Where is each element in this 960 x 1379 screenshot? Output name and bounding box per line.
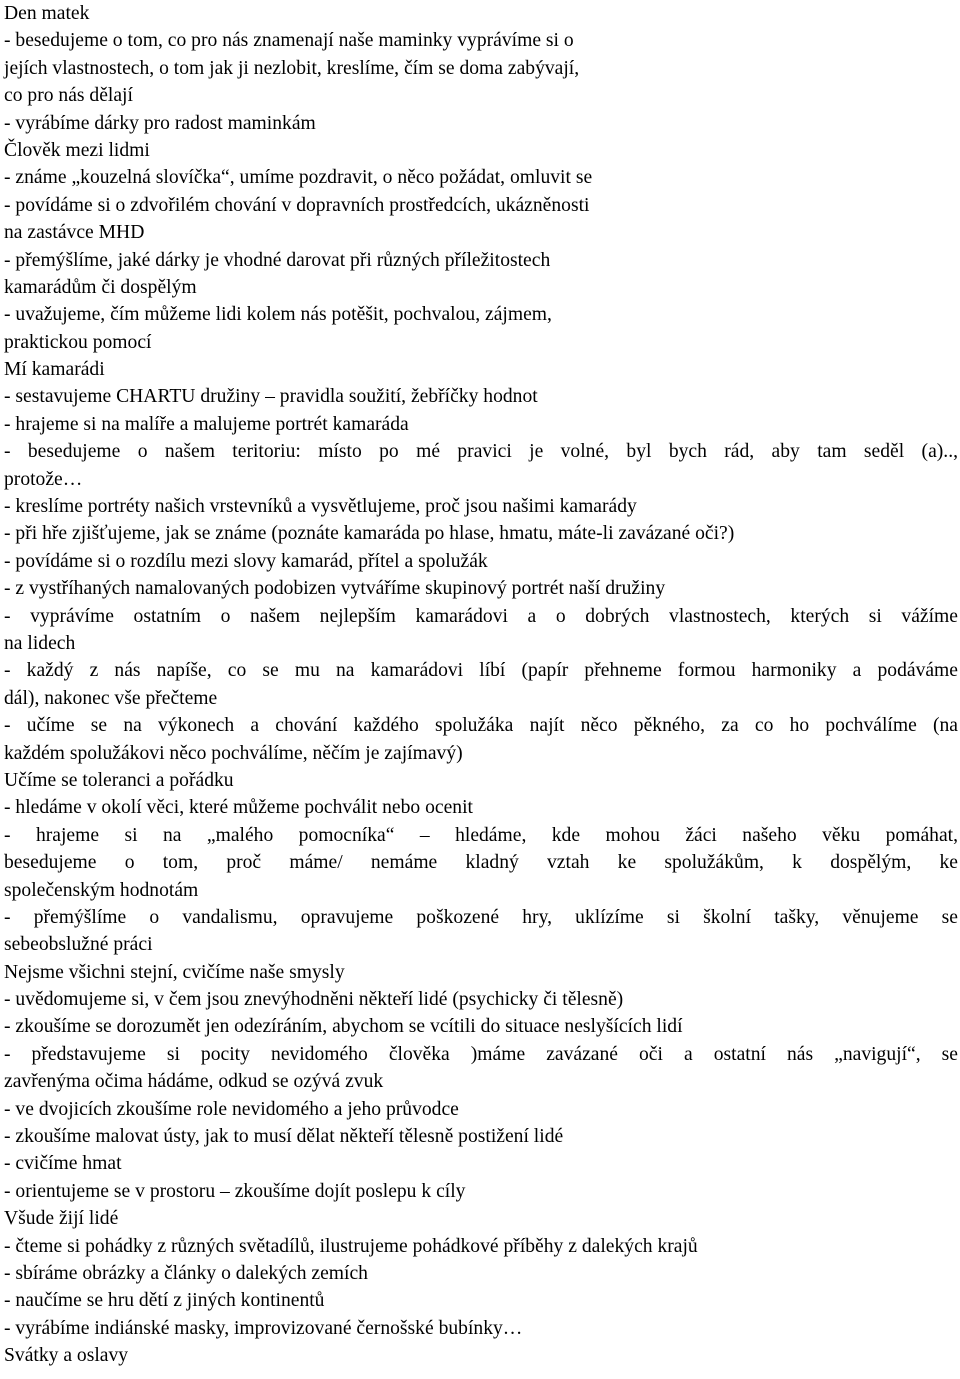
list-item-continuation: jejích vlastnostech, o tom jak ji nezlobit, kreslíme, čím se doma zabývají,	[4, 57, 580, 79]
list-item: - orientujeme se v prostoru – zkoušíme dojít poslepu k cíly	[4, 1180, 466, 1202]
list-item-continuation: protože…	[4, 468, 83, 490]
list-item-continuation: kamarádům či dospělým	[4, 276, 197, 298]
list-item: - známe „kouzelná slovíčka“, umíme pozdravit, o něco požádat, omluvit se	[4, 167, 593, 189]
section-heading-mi-kamaradi: Mí kamarádi	[4, 359, 105, 381]
section-heading-den-matek: Den matek	[4, 3, 90, 24]
list-item: - přemýšlíme, jaké dárky je vhodné darovat při různých příležitostech	[4, 249, 551, 271]
list-item: - učíme se na výkonech a chování každého spolužáka najít něco pěkného, za co ho pochválíme (na	[4, 715, 958, 737]
list-item: - hrajeme si na „malého pomocníka“ – hledáme, kde mohou žáci našeho věku pomáhat,	[4, 824, 958, 846]
list-item: - zkoušíme se dorozumět jen odezíráním, abychom se vcítili do situace neslyšících lidí	[4, 1016, 683, 1038]
section-heading-ucime-se-toleranci: Učíme se toleranci a pořádku	[4, 769, 234, 791]
list-item: - povídáme si o rozdílu mezi slovy kamarád, přítel a spolužák	[4, 550, 488, 572]
list-item: - sestavujeme CHARTU družiny – pravidla soužití, žebříčky hodnot	[4, 386, 538, 408]
list-item-continuation: na zastávce MHD	[4, 222, 145, 244]
list-item: - vyrábíme indiánské masky, improvizované černošské bubínky…	[4, 1317, 523, 1339]
list-item: - hledáme v okolí věci, které můžeme pochválit nebo ocenit	[4, 797, 473, 819]
list-item-continuation: praktickou pomocí	[4, 331, 152, 353]
section-heading-vsude-ziji-lide: Všude žijí lidé	[4, 1208, 119, 1230]
list-item-continuation: společenským hodnotám	[4, 879, 199, 901]
list-item: - čteme si pohádky z různých světadílů, ilustrujeme pohádkové příběhy z dalekých krajů	[4, 1235, 698, 1257]
list-item: - vyrábíme dárky pro radost maminkám	[4, 112, 316, 134]
list-item: - cvičíme hmat	[4, 1153, 122, 1175]
list-item: - každý z nás napíše, co se mu na kamarádovi líbí (papír přehneme formou harmoniky a podáváme	[4, 660, 958, 682]
list-item: - kreslíme portréty našich vrstevníků a vysvětlujeme, proč jsou našimi kamarády	[4, 496, 637, 518]
list-item-continuation: sebeobslužné práci	[4, 934, 153, 956]
list-item-continuation: co pro nás dělají	[4, 85, 133, 107]
list-item-continuation: každém spolužákovi něco pochválíme, něčím je zajímavý)	[4, 742, 463, 764]
list-item-continuation: dál), nakonec vše přečteme	[4, 687, 218, 709]
list-item: - sbíráme obrázky a články o dalekých zemích	[4, 1262, 368, 1284]
list-item-continuation: zavřenýma očima hádáme, odkud se ozývá zvuk	[4, 1071, 384, 1093]
list-item: - uvědomujeme si, v čem jsou znevýhodněni někteří lidé (psychicky či tělesně)	[4, 989, 624, 1011]
list-item: - ve dvojicích zkoušíme role nevidomého a jeho průvodce	[4, 1098, 459, 1120]
section-heading-clovek-mezi-lidmi: Člověk mezi lidmi	[4, 139, 150, 161]
list-item: - povídáme si o zdvořilém chování v dopravních prostředcích, ukázněnosti	[4, 194, 590, 216]
list-item: - z vystříhaných namalovaných podobizen vytváříme skupinový portrét naší družiny	[4, 578, 666, 600]
list-item: - přemýšlíme o vandalismu, opravujeme poškozené hry, uklízíme si školní tašky, věnujeme se	[4, 906, 958, 928]
list-item: - zkoušíme malovat ústy, jak to musí dělat někteří tělesně postižení lidé	[4, 1126, 564, 1148]
list-item-continuation: na lidech	[4, 632, 76, 654]
section-heading-nejsme-vsichni-stejni: Nejsme všichni stejní, cvičíme naše smysly	[4, 961, 345, 983]
list-item-continuation: besedujeme o tom, proč máme/ nemáme kladný vztah ke spolužákům, k dospělým, ke	[4, 852, 958, 874]
list-item: - uvažujeme, čím můžeme lidi kolem nás potěšit, pochvalou, zájmem,	[4, 304, 552, 326]
section-heading-svatky-a-oslavy: Svátky a oslavy	[4, 1345, 129, 1367]
list-item: - představujeme si pocity nevidomého člověka )máme zavázané oči a ostatní nás „navigují“, se	[4, 1043, 958, 1065]
list-item: - hrajeme si na malíře a malujeme portrét kamaráda	[4, 413, 409, 435]
list-item: - naučíme se hru dětí z jiných kontinentů	[4, 1290, 325, 1312]
list-item: - při hře zjišťujeme, jak se známe (poznáte kamaráda po hlase, hmatu, máte-li zavázané oči?)	[4, 523, 735, 545]
list-item: - besedujeme o našem teritoriu: místo po mé pravici je volné, byl bych rád, aby tam seděl (a)..,	[4, 441, 958, 463]
list-item: - besedujeme o tom, co pro nás znamenají naše maminky vyprávíme si o	[4, 30, 574, 52]
list-item: - vyprávíme ostatním o našem nejlepším kamarádovi a o dobrých vlastnostech, kterých si vážíme	[4, 605, 958, 627]
